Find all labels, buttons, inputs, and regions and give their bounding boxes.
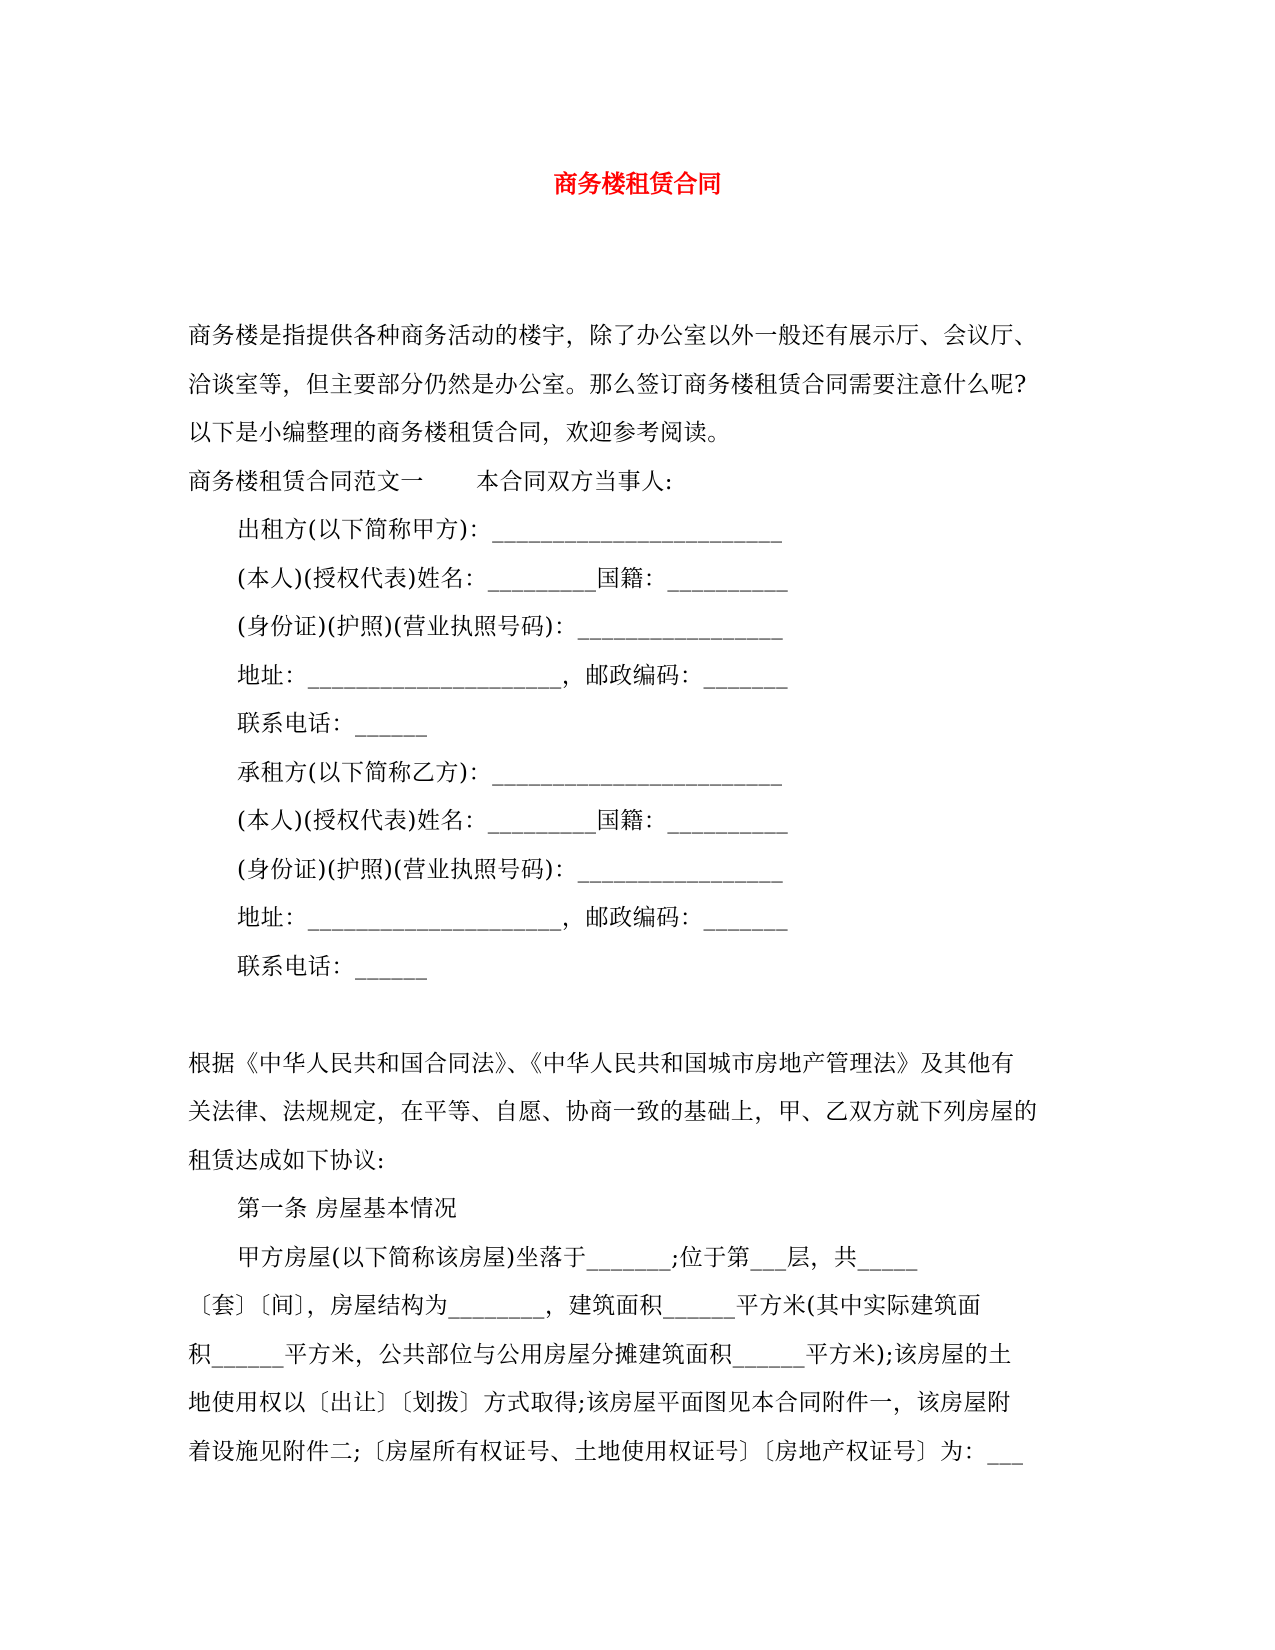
document-body: [188, 312, 1088, 1476]
sample-heading-line: [188, 458, 1088, 507]
lessor-address-line: 地址：_____________________，邮政编码：_______: [237, 662, 789, 689]
intro-line-3: 以下是小编整理的商务楼租赁合同，欢迎参考阅读。: [188, 420, 731, 446]
sample-heading: 商务楼租赁合同范文一: [188, 468, 424, 495]
article-1-line-2: 〔套〕〔间〕，房屋结构为________，建筑面积______平方米(其中实际建筑面: [188, 1293, 982, 1319]
paragraph-gap: [188, 991, 1088, 1040]
lessee-address-line: 地址：_____________________，邮政编码：_______: [237, 905, 789, 931]
lessee-representative-line: (本人)(授权代表)姓名：_________国籍：__________: [237, 808, 789, 834]
lessor-representative-line: (本人)(授权代表)姓名：_________国籍：__________: [237, 565, 789, 592]
basis-line-3: 租赁达成如下协议:: [188, 1147, 386, 1174]
article-1-line-1: 甲方房屋(以下简称该房屋)坐落于_______;位于第___层，共_____: [237, 1244, 918, 1271]
basis-line-1: 根据《中华人民共和国合同法》、《中华人民共和国城市房地产管理法》及其他有: [188, 1050, 1015, 1077]
intro-line-2: 洽谈室等，但主要部分仍然是办公室。那么签订商务楼租赁合同需要注意什么呢?: [188, 371, 1027, 398]
parties-heading: 本合同双方当事人:: [476, 468, 674, 495]
document-title: 商务楼租赁合同: [553, 169, 722, 198]
lessor-phone-line: 联系电话：______: [237, 711, 428, 737]
lessee-id-line: (身份证)(护照)(营业执照号码)：_________________: [237, 856, 784, 883]
article-1-line-5: 着设施见附件二;〔房屋所有权证号、土地使用权证号〕〔房地产权证号〕为：___: [188, 1438, 1024, 1465]
lessee-name-line: 承租方(以下简称乙方)：________________________: [237, 759, 783, 786]
article-1-line-3: 积______平方米，公共部位与公用房屋分摊建筑面积______平方米);该房屋的土: [188, 1341, 1012, 1368]
basis-line-2: 关法律、法规规定，在平等、自愿、协商一致的基础上，甲、乙双方就下列房屋的: [188, 1099, 1038, 1125]
lessor-id-line: (身份证)(护照)(营业执照号码)：_________________: [237, 614, 784, 640]
article-1-line-4: 地使用权以〔出让〕〔划拨〕方式取得;该房屋平面图见本合同附件一，该房屋附: [188, 1390, 1011, 1416]
lessor-name-line: 出租方(以下简称甲方)：________________________: [237, 517, 783, 543]
intro-line-1: 商务楼是指提供各种商务活动的楼宇，除了办公室以外一般还有展示厅、会议厅、: [188, 323, 1038, 349]
article-1-heading: 第一条 房屋基本情况: [237, 1196, 458, 1222]
lessee-phone-line: 联系电话：______: [237, 953, 428, 980]
